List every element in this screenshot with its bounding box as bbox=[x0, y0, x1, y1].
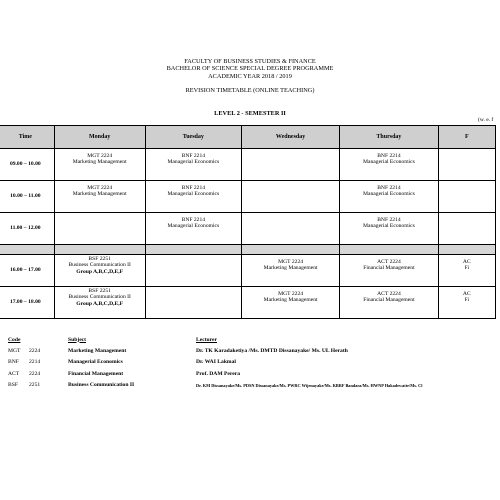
table-row bbox=[0, 181, 496, 213]
col-header-friday: F bbox=[438, 126, 495, 149]
empty-cell bbox=[145, 255, 241, 287]
col-header-tuesday: Tuesday bbox=[145, 126, 241, 149]
time-slot: 17.00 – 18.00 bbox=[0, 287, 54, 319]
empty-cell bbox=[438, 213, 495, 245]
col-header-wednesday: Wednesday bbox=[241, 126, 339, 149]
course-legend bbox=[8, 334, 422, 391]
course-code: BNF 2214 bbox=[377, 153, 401, 159]
legend-header-lecturer: Lecturer bbox=[196, 336, 218, 343]
empty-cell bbox=[145, 287, 241, 319]
faculty-title: FACULTY OF BUSINESS STUDIES & FINANCE bbox=[184, 58, 316, 65]
session-cell bbox=[145, 213, 241, 245]
legend-row bbox=[8, 368, 422, 380]
empty-cell bbox=[241, 149, 339, 181]
legend-dept: ACT bbox=[8, 370, 20, 377]
course-code: BSF 2251 bbox=[88, 256, 111, 262]
session-cell bbox=[54, 181, 145, 213]
session-cell bbox=[54, 255, 145, 287]
course-subject: Financial Management bbox=[363, 265, 415, 272]
legend-row bbox=[8, 345, 422, 357]
session-cell bbox=[145, 149, 241, 181]
session-cell bbox=[438, 287, 495, 319]
course-group: Group A,B,C,D,E,F bbox=[76, 268, 124, 275]
session-cell bbox=[54, 149, 145, 181]
legend-number: 2251 bbox=[29, 382, 41, 389]
legend-lecturer: Prof. DAM Perera bbox=[196, 370, 241, 377]
course-code: BNF 2214 bbox=[377, 217, 401, 223]
legend-header-code: Code bbox=[8, 336, 21, 343]
academic-year: ACADEMIC YEAR 2018 / 2019 bbox=[208, 72, 292, 80]
col-header-thursday: Thursday bbox=[340, 126, 438, 149]
course-code: BNF 2214 bbox=[377, 185, 401, 191]
time-slot: 11.00 – 12.00 bbox=[0, 213, 54, 245]
empty-cell bbox=[54, 213, 145, 245]
legend-header-subject: Subject bbox=[68, 336, 87, 343]
session-cell bbox=[340, 213, 438, 245]
timetable-subtitle: REVISION TIMETABLE (ONLINE TEACHING) bbox=[185, 87, 315, 94]
institution-header bbox=[0, 58, 500, 80]
legend-dept: MGT bbox=[8, 347, 21, 354]
session-cell bbox=[54, 287, 145, 319]
time-slot: 16.00 – 17.00 bbox=[0, 255, 54, 287]
legend-dept: BNF bbox=[8, 359, 19, 366]
empty-cell bbox=[438, 181, 495, 213]
effective-from-note: (w. e. f bbox=[478, 117, 494, 123]
session-cell bbox=[145, 181, 241, 213]
course-subject: Fi bbox=[464, 265, 470, 272]
course-subject: Marketing Management bbox=[263, 265, 318, 272]
session-cell bbox=[340, 181, 438, 213]
legend-subject: Financial Management bbox=[68, 370, 124, 377]
legend-header-row bbox=[8, 334, 422, 345]
col-header-time: Time bbox=[0, 126, 54, 149]
legend-number: 2214 bbox=[29, 359, 41, 366]
course-code: ACT 2224 bbox=[377, 259, 401, 265]
timetable bbox=[0, 125, 496, 319]
course-subject: Fi bbox=[464, 297, 470, 304]
legend-row bbox=[8, 357, 422, 369]
level-title-block bbox=[0, 110, 500, 117]
course-code: BNF 2214 bbox=[181, 185, 206, 191]
course-code: AC bbox=[462, 259, 471, 265]
legend-lecturer: Dr. KM Dissanayake/Ms. PDSN Dissanayake/Ms. PWRC Wijenayake/Ms. KBRF Bandara/Ms. HWNP Hakadewatte/Ms. Cl bbox=[196, 382, 423, 388]
course-subject: Financial Management bbox=[363, 297, 415, 304]
col-header-monday: Monday bbox=[54, 126, 145, 149]
course-subject: Business Communication II bbox=[68, 262, 131, 269]
legend-number: 2224 bbox=[29, 347, 41, 354]
time-slot: 09.00 – 10.00 bbox=[0, 149, 54, 181]
empty-cell bbox=[241, 213, 339, 245]
time-slot: 10.00 – 11.00 bbox=[0, 181, 54, 213]
level-title: LEVEL 2 - SEMESTER II bbox=[214, 110, 286, 117]
session-cell bbox=[340, 149, 438, 181]
course-subject: Managerial Economics bbox=[167, 191, 220, 198]
empty-cell bbox=[241, 181, 339, 213]
course-group: Group A,B,C,D,E,F bbox=[76, 300, 124, 307]
course-code: MGT 2224 bbox=[278, 259, 304, 265]
session-cell bbox=[241, 255, 339, 287]
course-code: AC bbox=[462, 291, 471, 297]
legend-lecturer: Dr. TK Karadaketiya /Ms. DMTD Dissanayake/ Ms. UL Herath bbox=[196, 347, 348, 354]
course-subject: Managerial Economics bbox=[167, 223, 220, 230]
table-row bbox=[0, 255, 496, 287]
course-code: BSF 2251 bbox=[88, 288, 111, 294]
timetable-subtitle-block bbox=[0, 87, 500, 94]
table-row bbox=[0, 213, 496, 245]
course-subject: Marketing Management bbox=[72, 159, 127, 166]
legend-subject: Managerial Economics bbox=[68, 359, 123, 366]
table-row bbox=[0, 287, 496, 319]
session-cell bbox=[340, 255, 438, 287]
course-subject: Business Communication II bbox=[68, 294, 131, 301]
course-code: MGT 2224 bbox=[87, 153, 113, 159]
course-subject: Marketing Management bbox=[72, 191, 127, 198]
timetable-header-row bbox=[0, 126, 496, 149]
session-cell bbox=[340, 287, 438, 319]
legend-row bbox=[8, 380, 422, 392]
course-subject: Managerial Economics bbox=[363, 191, 415, 198]
course-code: BNF 2214 bbox=[181, 217, 206, 223]
session-cell bbox=[438, 255, 495, 287]
legend-lecturer: Dr. WAI Lakmal bbox=[196, 359, 236, 366]
legend-subject: Marketing Management bbox=[68, 347, 127, 354]
course-code: MGT 2224 bbox=[278, 291, 304, 297]
course-subject: Marketing Management bbox=[263, 297, 318, 304]
course-code: ACT 2224 bbox=[377, 291, 401, 297]
break-row bbox=[0, 245, 496, 255]
course-code: BNF 2214 bbox=[181, 153, 206, 159]
course-subject: Managerial Economics bbox=[167, 159, 220, 166]
empty-cell bbox=[438, 149, 495, 181]
session-cell bbox=[241, 287, 339, 319]
table-row bbox=[0, 149, 496, 181]
programme-title: BACHELOR OF SCIENCE SPECIAL DEGREE PROGRAMME bbox=[166, 65, 334, 73]
course-subject: Managerial Economics bbox=[363, 159, 415, 166]
legend-number: 2224 bbox=[29, 370, 41, 377]
legend-dept: BSF bbox=[8, 382, 18, 389]
course-subject: Managerial Economics bbox=[363, 223, 415, 230]
course-code: MGT 2224 bbox=[87, 185, 113, 191]
legend-subject: Business Communication II bbox=[68, 382, 135, 389]
